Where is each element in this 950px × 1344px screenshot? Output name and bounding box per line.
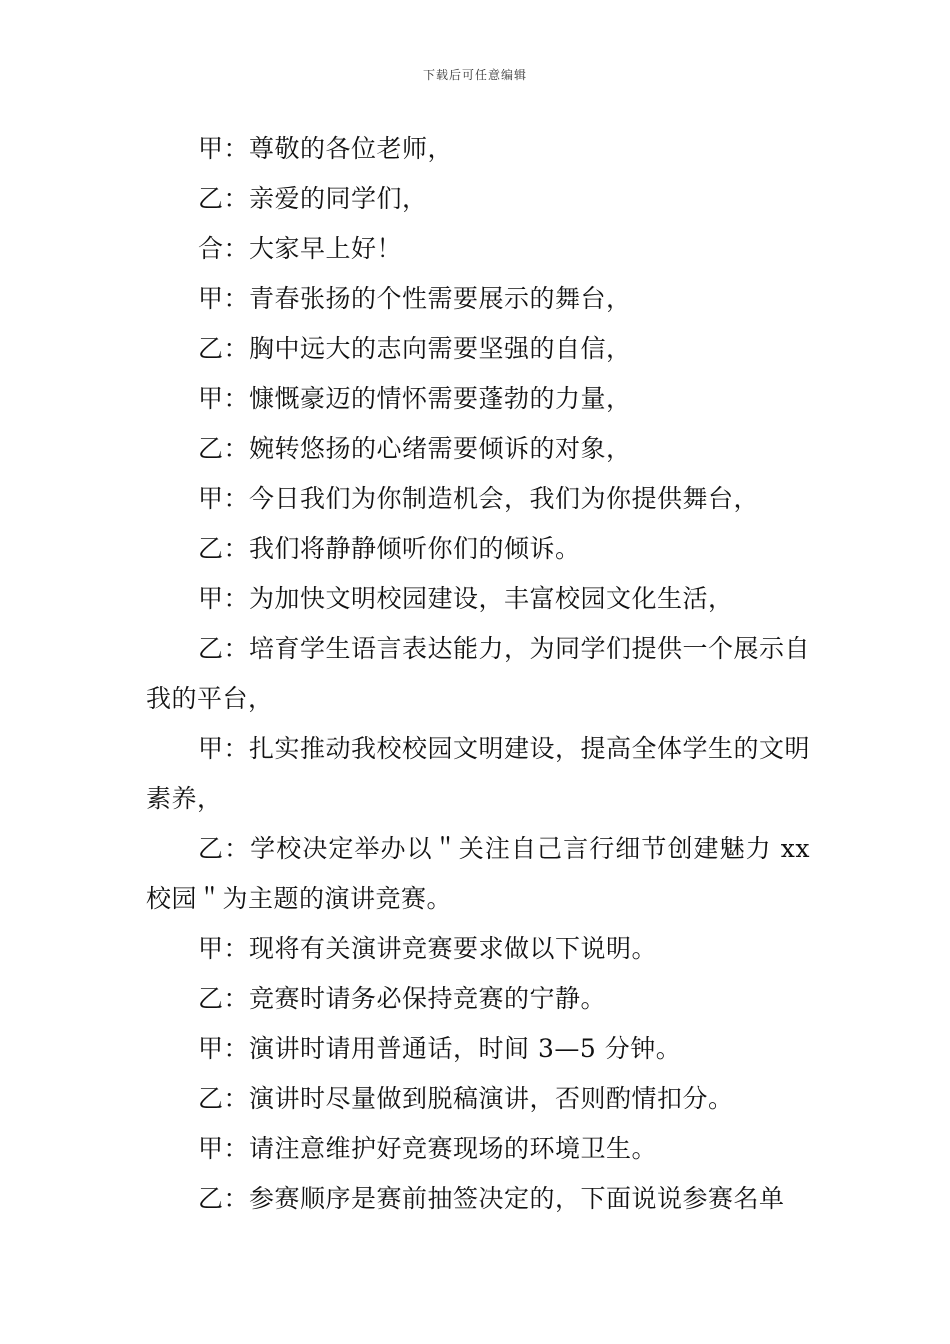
header-note: 下载后可任意编辑: [422, 68, 527, 82]
paragraph: 合：大家早上好！: [198, 234, 403, 263]
paragraph: 甲：为加快文明校园建设，丰富校园文化生活，: [198, 584, 734, 613]
paragraph: 甲：尊敬的各位老师，: [198, 134, 454, 163]
paragraph: 乙：胸中远大的志向需要坚强的自信，: [198, 334, 632, 363]
paragraph: 乙：培育学生语言表达能力，为同学们提供一个展示自我的平台，: [146, 634, 811, 713]
paragraph: 甲：请注意维护好竞赛现场的环境卫生。: [198, 1134, 658, 1163]
paragraph: 乙：竞赛时请务必保持竞赛的宁静。: [198, 984, 607, 1013]
paragraph: 甲：青春张扬的个性需要展示的舞台，: [198, 284, 632, 313]
paragraph: 乙：我们将静静倾听你们的倾诉。: [198, 534, 581, 563]
paragraph: 乙：婉转悠扬的心绪需要倾诉的对象，: [198, 434, 632, 463]
paragraph: 乙：参赛顺序是赛前抽签决定的，下面说说参赛名单: [198, 1184, 785, 1213]
paragraph: 甲：慷慨豪迈的情怀需要蓬勃的力量，: [198, 384, 632, 413]
paragraph: 甲：扎实推动我校校园文明建设，提高全体学生的文明素养，: [146, 734, 811, 813]
paragraph: 乙：演讲时尽量做到脱稿演讲，否则酌情扣分。: [198, 1084, 734, 1113]
document-body: [146, 124, 810, 1224]
paragraph: 甲：今日我们为你制造机会，我们为你提供舞台，: [198, 484, 760, 513]
paragraph: 乙：学校决定举办以＂关注自己言行细节创建魅力 xx 校园＂为主题的演讲竞赛。: [146, 834, 810, 913]
paragraph: 乙：亲爱的同学们，: [198, 184, 428, 213]
paragraph: 甲：演讲时请用普通话，时间 3—5 分钟。: [198, 1034, 682, 1063]
paragraph: 甲：现将有关演讲竞赛要求做以下说明。: [198, 934, 658, 963]
